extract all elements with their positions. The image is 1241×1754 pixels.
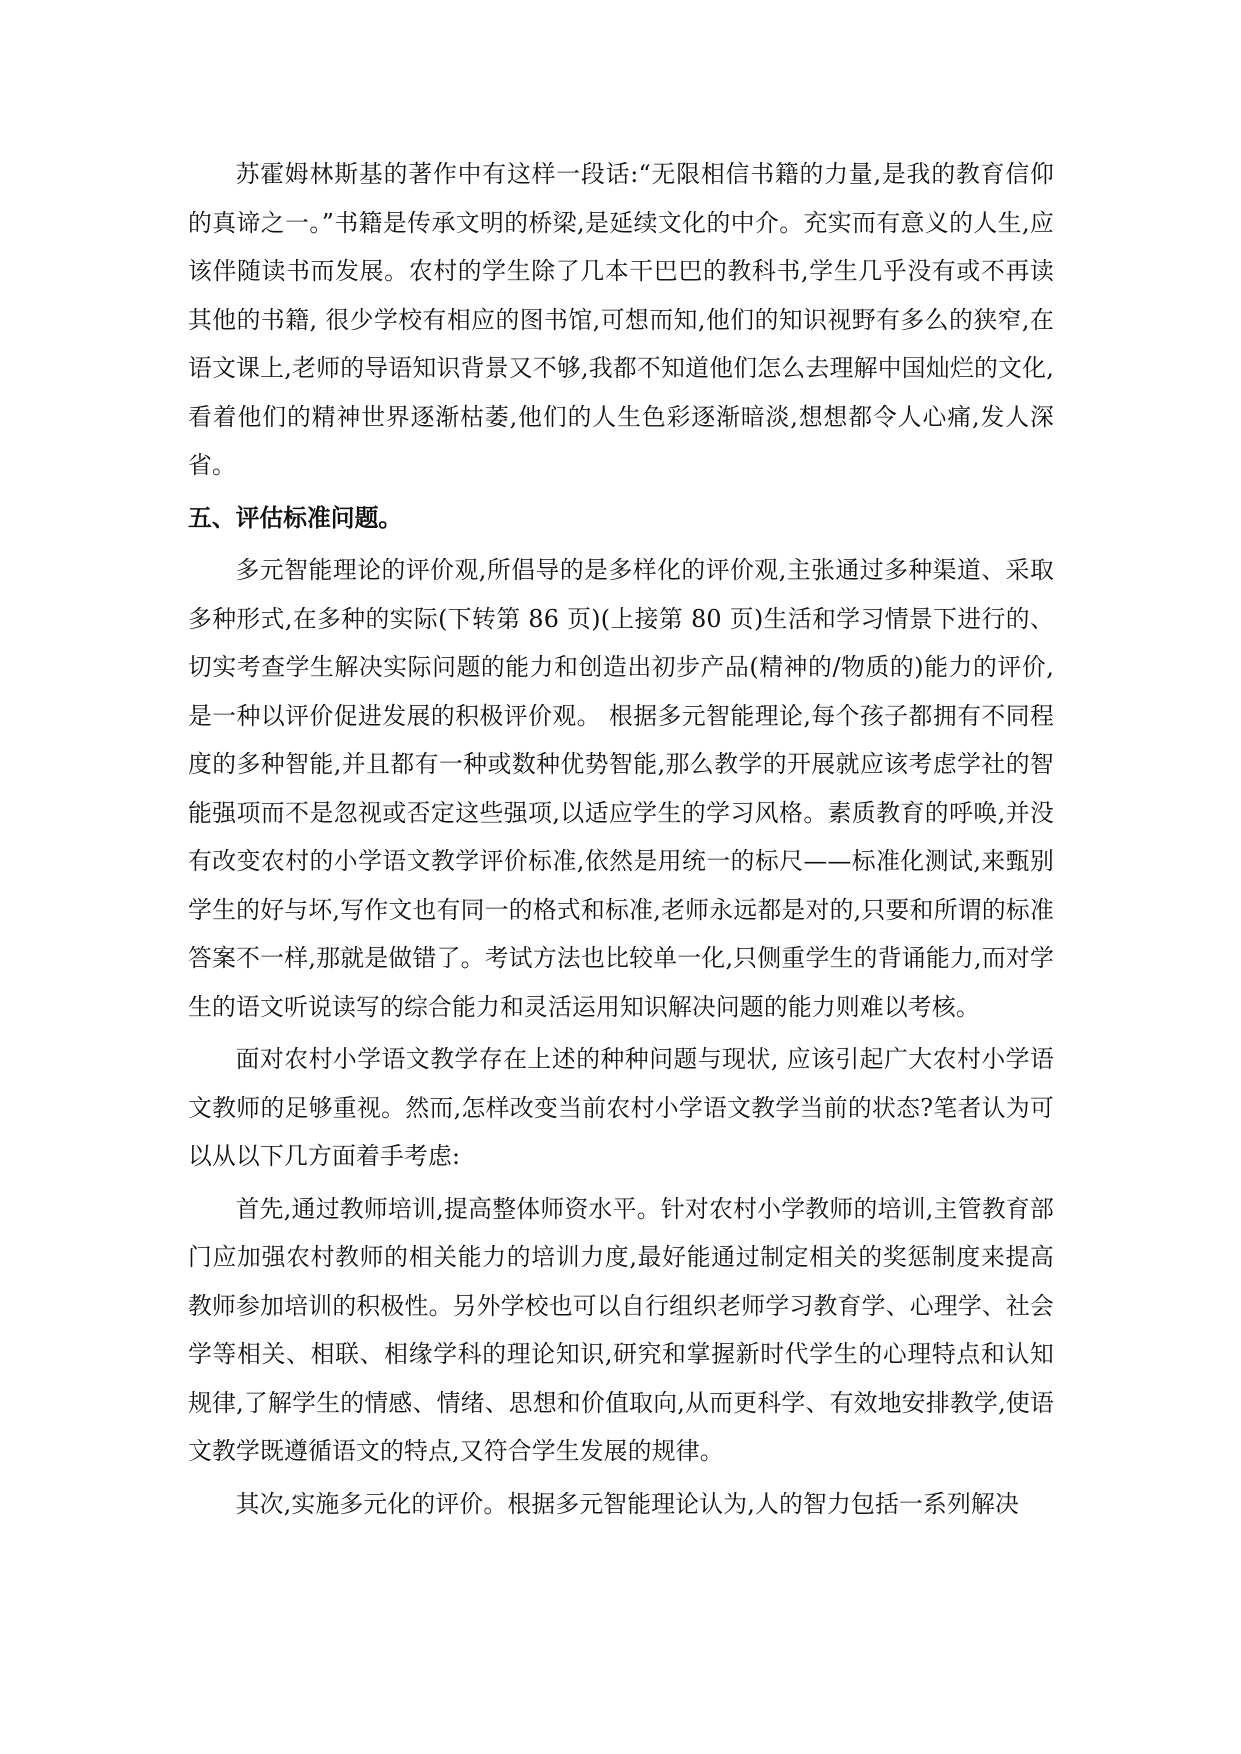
- section-heading-evaluation-standards: 五、评估标准问题。: [188, 503, 403, 532]
- paragraph-diversified-evaluation: 其次,实施多元化的评价。根据多元智能理论认为,人的智力包括一系列解决: [235, 1489, 1020, 1518]
- document-page: [188, 150, 1054, 1528]
- paragraph-reading-books: 苏霍姆林斯基的著作中有这样一段话:“无限相信书籍的力量,是我的教育信仰的真谛之一。”书籍是传承文明的桥梁,是延续文化的中介。充实而有意义的人生,应该伴随读书而发展。农村的学生除了几本干巴巴的教科书,学生几乎没有或不再读其他的书籍, 很少学校有相应的图书馆,可想而知,他们的知识视野有多么的狭窄,在语文课上,老师的导语知识背景又不够,我都不知道他们怎么去理解中国灿烂的文化,看着他们的精神世界逐渐枯萎,他们的人生色彩逐渐暗淡,想想都令人心痛,发人深省。: [188, 160, 1054, 479]
- paragraph-teacher-training: 首先,通过教师培训,提高整体师资水平。针对农村小学教师的培训,主管教育部门应加强农村教师的相关能力的培训力度,最好能通过制定相关的奖惩制度来提高教师参加培训的积极性。另外学校也可以自行组织老师学习教育学、心理学、社会学等相关、相联、相缘学科的理论知识,研究和掌握新时代学生的心理特点和认知规律,了解学生的情感、情绪、思想和价值取向,从而更科学、有效地安排教学,使语文教学既遵循语文的特点,又符合学生发展的规律。: [188, 1194, 1054, 1465]
- paragraph-facing-problems: 面对农村小学语文教学存在上述的种种问题与现状, 应该引起广大农村小学语文教师的足够重视。然而,怎样改变当前农村小学语文教学当前的状态?笔者认为可以从以下几方面着手考虑:: [188, 1045, 1054, 1170]
- paragraph-multiple-intelligences-evaluation: 多元智能理论的评价观,所倡导的是多样化的评价观,主张通过多种渠道、采取多种形式,在多种的实际(下转第 86 页)(上接第 80 页)生活和学习情景下进行的、切实考查学生解决实际问题的能力和创造出初步产品(精神的/物质的)能力的评价,是一种以评价促进发展的积极评价观。 根据多元智能理论,每个孩子都拥有不同程度的多种智能,并且都有一种或数种优势智能,那么教学的开展就应该考虑学社的智能强项而不是忽视或否定这些强项,以适应学生的学习风格。素质教育的呼唤,并没有改变农村的小学语文教学评价标准,依然是用统一的标尺——标准化测试,来甄别学生的好与坏,写作文也有同一的格式和标准,老师永远都是对的,只要和所谓的标准答案不一样,那就是做错了。考试方法也比较单一化,只侧重学生的背诵能力,而对学生的语文听说读写的综合能力和灵活运用知识解决问题的能力则难以考核。: [188, 556, 1054, 1021]
